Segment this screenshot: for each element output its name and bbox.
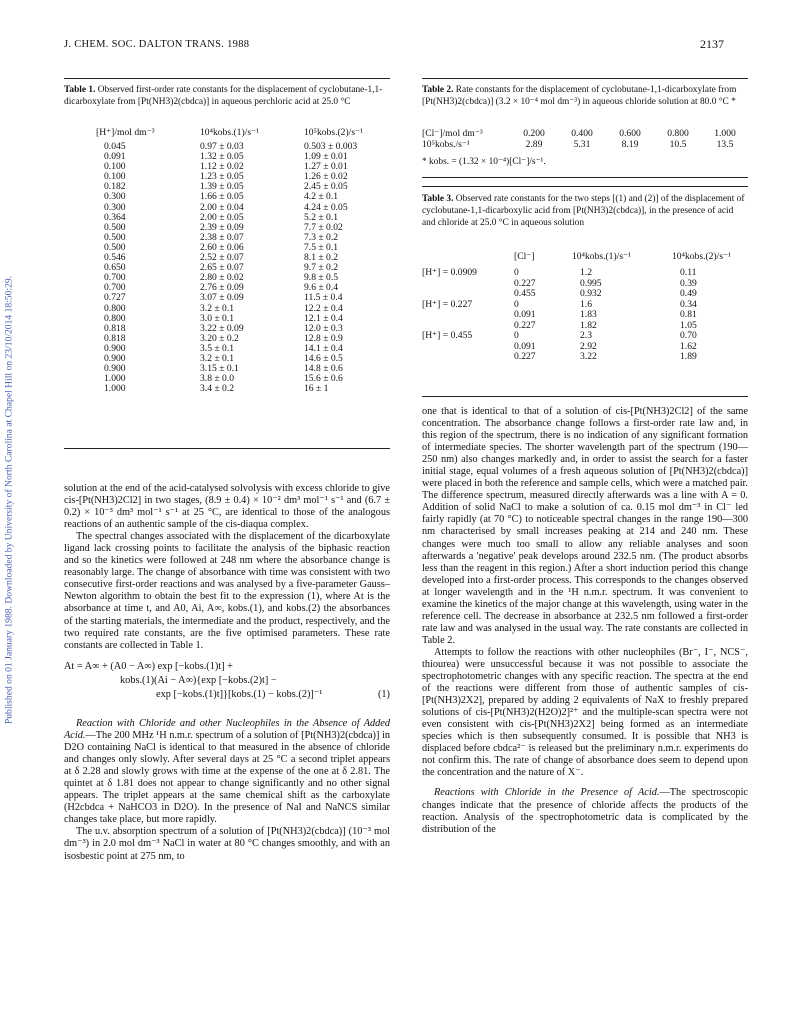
table-row (96, 223, 394, 233)
table-cell: 2.00 ± 0.05 (200, 211, 244, 223)
table-row (96, 203, 394, 213)
table-row (422, 310, 748, 321)
table-cell: 0.995 (580, 277, 602, 289)
table-row (96, 152, 394, 162)
table-cell: 1.66 ± 0.05 (200, 191, 244, 203)
table2-top-rule (422, 78, 748, 79)
table-row (422, 331, 748, 342)
table-cell: 9.7 ± 0.2 (304, 262, 339, 274)
table-cell: 0.100 (104, 171, 126, 183)
table2-label-k: 10⁵kobs./s⁻¹ (422, 139, 470, 150)
table-row (96, 253, 394, 263)
table-cell: 12.0 ± 0.3 (304, 322, 343, 334)
table2-row-cl (422, 128, 748, 139)
section-heading: Reaction with Chloride and other Nucleophiles in the Absence of Added Acid. (64, 718, 390, 742)
table-cell: 3.8 ± 0.0 (200, 373, 235, 385)
table-cell: 1.32 ± 0.05 (200, 151, 244, 163)
table-cell: 0.650 (104, 262, 126, 274)
table-cell: 0.800 (104, 312, 126, 324)
table2-cell: 2.89 (525, 139, 543, 150)
table-cell: 0.39 (680, 277, 697, 289)
table3-col-k1: 10⁴kobs.(1)/s⁻¹ (572, 251, 631, 262)
table-cell: 0 (514, 298, 519, 310)
table-cell: 3.22 (580, 351, 597, 362)
table-cell: 0 (514, 330, 519, 341)
table3-group-label (422, 279, 514, 290)
table3-bottom-rule (422, 396, 748, 397)
table-cell: 7.3 ± 0.2 (304, 231, 339, 243)
table-row (96, 314, 394, 324)
table-cell: 0.300 (104, 191, 126, 203)
table-cell: 1.2 (580, 267, 592, 278)
table2-caption-text: Rate constants for the displacement of cyclobutane-1,1-dicarboxylate from [Pt(NH3)2(cbdca)] (3.2 × 10⁻⁴ mol dm⁻³) in aqueous chloride solution at 80.0 °C * (422, 85, 737, 107)
table2-cell: 0.800 (667, 128, 689, 139)
page-number: 2137 (700, 37, 724, 51)
table-cell: 16 ± 1 (304, 383, 329, 395)
table-cell: 0.800 (104, 302, 126, 314)
table-cell: 3.07 ± 0.09 (200, 292, 244, 304)
table3-group-label: [H⁺] = 0.455 (422, 330, 473, 341)
paragraph: The u.v. absorption spectrum of a solution of [Pt(NH3)2(cbdca)] (10⁻³ mol dm⁻³) in 2.0 mol dm⁻³ NaCl in water at 80 °C changes smoothly, and with an isosbestic point at 275 nm, to (64, 826, 390, 862)
table-cell: 0.500 (104, 221, 126, 233)
table-cell: 2.52 ± 0.07 (200, 252, 244, 264)
table1-col-k2: 10⁵kobs.(2)/s⁻¹ (304, 127, 363, 138)
table-cell: 0.11 (680, 267, 697, 278)
table-cell: 3.22 ± 0.09 (200, 322, 244, 334)
table-cell: 2.3 (580, 330, 592, 341)
table-cell: 3.2 ± 0.1 (200, 302, 235, 314)
table3-group-label (422, 342, 514, 353)
table-row (96, 142, 394, 152)
table1-caption (64, 84, 390, 108)
table-cell: 0.97 ± 0.03 (200, 141, 244, 152)
table-row (96, 293, 394, 303)
table2-cell: 13.5 (716, 139, 734, 150)
table-cell: 0.227 (514, 277, 536, 289)
table-cell: 2.65 ± 0.07 (200, 262, 244, 274)
table-cell: 1.83 (580, 309, 597, 320)
right-column-text (422, 406, 748, 836)
table-row (96, 182, 394, 192)
table-cell: 0.364 (104, 211, 126, 223)
table3-group-label (422, 310, 514, 321)
table-cell: 0.182 (104, 181, 126, 193)
table-cell: 5.2 ± 0.1 (304, 211, 339, 223)
section-heading: Reactions with Chloride in the Presence of Acid. (434, 787, 660, 799)
table3-top-rule (422, 186, 748, 187)
table3-header-row (422, 252, 748, 268)
table2-label-cl: [Cl⁻]/mol dm⁻³ (422, 128, 483, 139)
table-row (96, 273, 394, 283)
table-cell: 0.900 (104, 363, 126, 375)
table-cell: 2.38 ± 0.07 (200, 231, 244, 243)
table-cell: 0.34 (680, 298, 697, 310)
running-header: J. CHEM. SOC. DALTON TRANS. 1988 (64, 39, 250, 50)
table-cell: 0.700 (104, 282, 126, 294)
table-cell: 2.92 (580, 340, 597, 352)
table-row (96, 263, 394, 273)
table-cell: 3.15 ± 0.1 (200, 363, 239, 375)
table-row (96, 283, 394, 293)
table-cell: 9.8 ± 0.5 (304, 272, 339, 284)
table-cell: 0.49 (680, 288, 697, 299)
table1-caption-label: Table 1. (64, 85, 96, 95)
table-cell: 14.1 ± 0.4 (304, 342, 343, 354)
table-row (96, 172, 394, 182)
table-cell: 0.091 (514, 309, 536, 320)
paragraph (64, 718, 390, 826)
table1 (96, 128, 394, 394)
table-cell: 2.76 ± 0.09 (200, 282, 244, 294)
table-cell: 7.5 ± 0.1 (304, 241, 339, 253)
equation-1 (64, 660, 390, 720)
table-cell: 0.727 (104, 292, 126, 304)
table-row (96, 364, 394, 374)
paragraph: solution at the end of the acid-catalysed solvolysis with excess chloride to give cis-[Pt(NH3)2Cl2] in two stages, (8.9 ± 0.4) × 10⁻² dm³ mol⁻¹ s⁻¹ and (6.7 ± 0.2) × 10⁻³ dm³ mol⁻¹ s⁻¹ at 25 °C, are identical to those of the analogous reactions of an authentic sample of the cis-diaqua complex. (64, 483, 390, 531)
table-row (422, 268, 748, 279)
table3-group-label: [H⁺] = 0.0909 (422, 267, 477, 278)
table3-col-cl: [Cl⁻] (514, 251, 535, 262)
table-cell: 12.1 ± 0.4 (304, 312, 343, 324)
equation-line: At = A∞ + (A0 − A∞) exp [−kobs.(1)t] + (64, 661, 233, 672)
table-cell: 0.700 (104, 272, 126, 284)
table-cell: 1.89 (680, 351, 697, 362)
table2-cell: 0.400 (571, 128, 593, 139)
download-notice-text[interactable]: Published on 01 January 1988. Downloaded by University of North Carolina at Chapel Hill on 23/10/2014 18:50:29. (3, 275, 15, 725)
table3-caption-text: Observed rate constants for the two steps [(1) and (2)] of the displacement of cyclobutane-1,1-dicarboxylic acid from [Pt(NH3)2(cbdca)], in the presence of acid and chloride at 25.0 °C in aqueous solution (422, 194, 745, 228)
table2-cell: 5.31 (573, 139, 591, 150)
table-cell: 1.62 (680, 340, 697, 352)
table-cell: 2.80 ± 0.02 (200, 272, 244, 284)
table-cell: 0.932 (580, 288, 602, 299)
table2-caption-label: Table 2. (422, 85, 454, 95)
table-cell: 15.6 ± 0.6 (304, 373, 343, 385)
table3-group-label (422, 289, 514, 300)
table2-cell: 0.200 (523, 128, 545, 139)
table-row (96, 213, 394, 223)
table-cell: 0.503 ± 0.003 (304, 141, 358, 152)
left-column-text-2 (64, 718, 390, 863)
table1-caption-text: Observed first-order rate constants for the displacement of cyclobutane-1,1-dicarboxylate from [Pt(NH3)2(cbdca)] in aqueous perchloric acid at 25.0 °C (64, 85, 383, 107)
table-cell: 2.39 ± 0.09 (200, 221, 244, 233)
paragraph-text: —The 200 MHz ¹H n.m.r. spectrum of a solution of [Pt(NH3)2(cbdca)] in D2O containing NaCl is identical to that measured in the absence of chloride and changes only slowly. After several days at 25 °C a second triplet appears at δ 2.28 and slowly grows with time at the expense of the one at δ 2.81. The quintet at δ 1.81 does not appear to change significantly and no other signal appears. The triplet appears at the same chemical shift as the carboxylate (H2cbdca + NaHCO3 in D2O). In the presence of NaI and NaNCS similar changes take place, but more rapidly. (64, 730, 390, 826)
table-cell: 0.500 (104, 231, 126, 243)
table-cell: 1.39 ± 0.05 (200, 181, 244, 193)
table-cell: 0.900 (104, 352, 126, 364)
equation-line: exp [−kobs.(1)t]}[kobs.(1) − kobs.(2)]⁻¹ (156, 689, 323, 700)
table1-header-row (96, 128, 394, 142)
equation-line: kobs.(1)(Ai − A∞){exp [−kobs.(2)t] − (120, 675, 277, 686)
table-cell: 0 (514, 267, 519, 278)
table-row (96, 192, 394, 202)
table-cell: 1.23 ± 0.05 (200, 171, 244, 183)
table3-group-label: [H⁺] = 0.227 (422, 298, 473, 310)
table-cell: 0.045 (104, 141, 126, 152)
table-cell: 2.60 ± 0.06 (200, 241, 244, 253)
table-row (96, 243, 394, 253)
table2-bottom-rule (422, 177, 748, 178)
table-cell: 0.818 (104, 322, 126, 334)
table-cell: 0.546 (104, 252, 126, 264)
table-cell: 1.000 (104, 383, 126, 395)
left-column-text (64, 483, 390, 652)
table1-top-rule (64, 78, 390, 79)
table-cell: 1.05 (680, 319, 697, 331)
table-row (96, 354, 394, 364)
table-cell: 0.818 (104, 332, 126, 344)
table-cell: 1.27 ± 0.01 (304, 161, 348, 173)
table1-bottom-rule (64, 448, 390, 449)
table-cell: 1.82 (580, 319, 597, 331)
table-row (96, 384, 394, 394)
table-cell: 0.100 (104, 161, 126, 173)
table-cell: 2.45 ± 0.05 (304, 181, 348, 193)
table-cell: 0.091 (104, 151, 126, 163)
table-row (96, 344, 394, 354)
table-cell: 3.5 ± 0.1 (200, 342, 235, 354)
table-cell: 3.2 ± 0.1 (200, 352, 235, 364)
table-cell: 8.1 ± 0.2 (304, 252, 339, 264)
paragraph: Attempts to follow the reactions with other nucleophiles (Br⁻, I⁻, NCS⁻, thiourea) were unsuccessful because it was not possible to associate the spectrophotometric changes with any specific reaction. The spectra at the end of the reactions were different from those of authentic samples of cis-[Pt(NH3)2X2], prepared by adding 2 equivalents of NaX to freshly prepared solutions of cis-[Pt(NH3)2(H2O)2]²⁺ and the multiple-scan spectra were not even consistent with cis-[Pt(NH3)2X2] being formed as an intermediate species which is then subsequently consumed. It is possible that NH3 is displaced before cbdca²⁻ is released but the preliminary n.m.r. experiments do not confirm this. The rate of change of absorbance does seem to depend upon the concentration and the nature of X⁻. (422, 646, 748, 779)
table-cell: 0.900 (104, 342, 126, 354)
table-cell: 1.26 ± 0.02 (304, 171, 348, 183)
table-row (422, 289, 748, 300)
table2-footnote: * kobs. = (1.32 × 10⁻⁴)[Cl⁻]/s⁻¹. (422, 157, 546, 167)
equation-number: (1) (377, 689, 390, 700)
table3-col-k2: 10⁴kobs.(2)/s⁻¹ (672, 251, 731, 262)
table-cell: 0.227 (514, 319, 536, 331)
table-cell: 3.4 ± 0.2 (200, 383, 235, 395)
table-row (96, 233, 394, 243)
paragraph-text: —The spectroscopic changes indicate that the presence of chloride affects the products of the reaction. Analysis of the spectrophotometric data is complicated by the distribution of the (422, 787, 748, 835)
paragraph: The spectral changes associated with the displacement of the dicarboxylate ligand lack crossing points to facilitate the analysis of the biphasic reaction and so the kinetics were followed at 248 nm where the absorbance change is reasonably large. The change of absorbance with time was consistent with two consecutive first-order reactions and was analysed by a five-parameter Gauss–Newton algorithm to obtain the best fit to the expression (1), where At is the absorbance at time t, and A0, Ai, A∞, kobs.(1), and kobs.(2) the absorbances of the starting materials, the intermediate and the product, respectively, and the two required rate constants, are the five optimised parameters. These rate constants are collected in Table 1. (64, 531, 390, 651)
table-cell: 0.70 (680, 330, 697, 341)
download-notice (2, 60, 16, 940)
table2-cell: 0.600 (619, 128, 641, 139)
paragraph: one that is identical to that of a solution of cis-[Pt(NH3)2Cl2] of the same concentration. The absorbance change follows a first-order rate law and, in this region of the spectrum, there is no indication of any significant formation of intermediate species. The shorter wavelength part of the spectrum (190—250 nm) also changes markedly and, in order to assist the search for a faster initial stage, equal volumes of a fresh aqueous solution of [Pt(NH3)2(cbdca)] were placed in both the reference and sample cells, which were a matched pair. The difference spectrum, measured directly afterwards was a line with A = 0. Addition of solid NaCl to make a solution of ca. 0.15 mol dm⁻³ in Cl⁻ led fairly rapidly (at 70 °C) to noticeable spectral changes in the range 190—300 nm characterised by small increases peaking at 214 and 240 nm. These changes were much too small to allow any reliable analyses and soon afterwards a 'negative' peak develops around 232.5 nm. (The product absorbs less than the reagent in this region.) After a short induction period this change developed into a first-order process. This corresponds to the changes observed at longer wavelength and in the ¹H n.m.r. spectrum. It was convenient to examine the kinetics of the major change at this wavelength, using water in the reference cell. The decrease in absorbance at 232.5 nm followed a first-order rate law and was analysed in the usual way. The rate constants are collected in Table 2. (422, 406, 748, 646)
table-cell: 1.6 (580, 298, 592, 310)
table-cell: 12.2 ± 0.4 (304, 302, 343, 314)
table-row (422, 352, 748, 363)
table2-row-k (422, 139, 748, 150)
table-row (96, 304, 394, 314)
table-cell: 4.24 ± 0.05 (304, 201, 348, 213)
table-cell: 1.000 (104, 373, 126, 385)
table2 (422, 128, 748, 150)
table2-cell: 10.5 (669, 139, 687, 150)
table2-caption (422, 84, 748, 108)
table3-group-label (422, 352, 514, 363)
table-cell: 0.227 (514, 351, 536, 362)
table-cell: 0.455 (514, 288, 536, 299)
table1-col-k1: 10⁴kobs.(1)/s⁻¹ (200, 127, 259, 138)
table2-cell: 8.19 (621, 139, 639, 150)
table-row (96, 162, 394, 172)
table-row (96, 374, 394, 384)
table-cell: 0.300 (104, 201, 126, 213)
table-cell: 1.12 ± 0.02 (200, 161, 244, 173)
table-cell: 0.81 (680, 309, 697, 320)
table3-caption-label: Table 3. (422, 194, 454, 204)
table3 (422, 252, 748, 363)
table-cell: 3.20 ± 0.2 (200, 332, 239, 344)
table-cell: 9.6 ± 0.4 (304, 282, 339, 294)
table-cell: 11.5 ± 0.4 (304, 292, 343, 304)
table2-cell: 1.000 (714, 128, 736, 139)
table3-caption (422, 193, 748, 229)
paragraph (422, 787, 748, 835)
table-cell: 14.6 ± 0.5 (304, 352, 343, 364)
table-cell: 4.2 ± 0.1 (304, 191, 339, 203)
table-cell: 7.7 ± 0.02 (304, 221, 343, 233)
table-cell: 14.8 ± 0.6 (304, 363, 343, 375)
table-cell: 12.8 ± 0.9 (304, 332, 343, 344)
table-row (96, 324, 394, 334)
table-cell: 0.091 (514, 340, 536, 352)
table-cell: 2.00 ± 0.04 (200, 201, 244, 213)
table-row (96, 334, 394, 344)
table-cell: 1.09 ± 0.01 (304, 151, 348, 163)
table-cell: 3.0 ± 0.1 (200, 312, 235, 324)
table1-col-h: [H⁺]/mol dm⁻³ (96, 127, 155, 138)
table-cell: 0.500 (104, 241, 126, 253)
